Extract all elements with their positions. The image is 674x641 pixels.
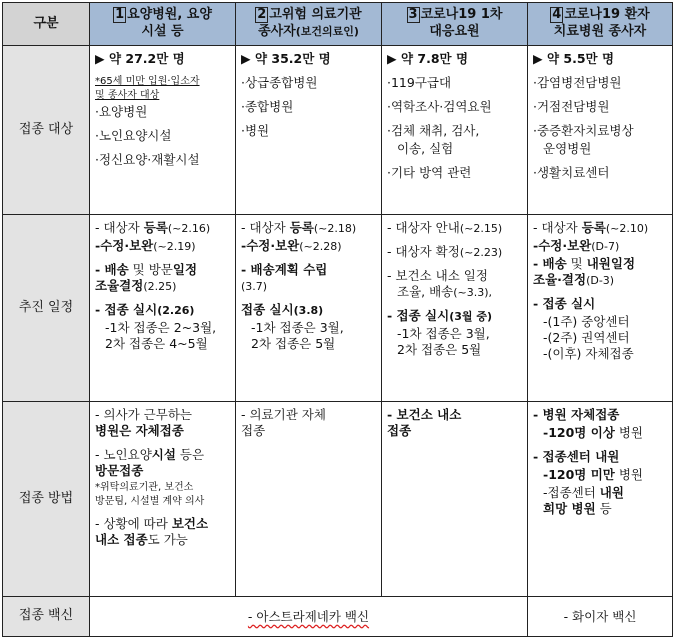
- target-cell-1: ▶ 약 27.2만 명 *65세 미만 입원·입소자 및 종사자 대상 ·요양병원 ·노인요양시설 ·정신요양·재활시설: [90, 46, 236, 215]
- row-schedule: [3, 215, 673, 402]
- row-label-method: 접종 방법: [3, 402, 90, 597]
- row-label-vaccine: 접종 백신: [3, 597, 90, 637]
- target-cell-2: ▶ 약 35.2만 명 ·상급종합병원 ·종합병원 ·병원: [236, 46, 382, 215]
- header-row: [3, 3, 673, 46]
- vaccine-pfizer-cell: - 화이자 백신: [528, 597, 673, 637]
- header-covid-hospital-staff: 4 코로나19 환자 치료병원 종사자: [528, 3, 673, 46]
- method-cell-1: - 의사가 근무하는 병원은 자체접종 - 노인요양시설 등은 방문접종 *위탁의료기관, 보건소 방문팀, 시설별 계약 의사 - 상황에 따라 보건소 내소 접종도 가능: [90, 402, 236, 597]
- row-label-schedule: 추진 일정: [3, 215, 90, 402]
- vaccine-astrazeneca-cell: - 아스트라제네카 백신: [90, 597, 528, 637]
- target-cell-3: ▶ 약 7.8만 명 ·119구급대 ·역학조사·검역요원 ·검체 채취, 검사, 이송, 실험 ·기타 방역 관련: [382, 46, 528, 215]
- vaccination-plan-table: [2, 2, 673, 637]
- header-first-responders: 3 코로나19 1차 대응요원: [382, 3, 528, 46]
- method-cell-2: - 의료기관 자체 접종: [236, 402, 382, 597]
- row-method: [3, 402, 673, 597]
- schedule-cell-2: - 대상자 등록(~2.18) -수정·보완(~2.28) - 배송계획 수립 (3.7) 접종 실시(3.8) -1차 접종은 3월, 2차 접종은 5월: [236, 215, 382, 402]
- row-vaccine: [3, 597, 673, 637]
- header-nursing-facilities: 1 요양병원, 요양 시설 등: [90, 3, 236, 46]
- schedule-cell-4: - 대상자 등록(~2.10) -수정·보완(D-7) - 배송 및 내원일정 조율·결정(D-3) - 접종 실시 -(1주) 중앙센터 -(2주) 권역센터 -(이후) 자체접종: [528, 215, 673, 402]
- schedule-cell-3: - 대상자 안내(~2.15) - 대상자 확정(~2.23) - 보건소 내소 일정 조율, 배송(~3.3), - 접종 실시(3월 중) -1차 접종은 3월, 2차 접종은 5월: [382, 215, 528, 402]
- header-category: 구분: [3, 3, 90, 46]
- target-cell-4: ▶ 약 5.5만 명 ·감염병전담병원 ·거점전담병원 ·중증환자치료병상 운영병원 ·생활치료센터: [528, 46, 673, 215]
- schedule-cell-1: - 대상자 등록(~2.16) -수정·보완(~2.19) - 배송 및 방문일정 조율결정(2.25) - 접종 실시(2.26) -1차 접종은 2~3월, 2차 접종은 4~5월: [90, 215, 236, 402]
- row-label-target: 접종 대상: [3, 46, 90, 215]
- method-cell-4: - 병원 자체접종 -120명 이상 병원 - 접종센터 내원 -120명 미만 병원 -접종센터 내원 희망 병원 등: [528, 402, 673, 597]
- header-high-risk-medical: 2 고위험 의료기관 종사자(보건의료인): [236, 3, 382, 46]
- method-cell-3: - 보건소 내소 접종: [382, 402, 528, 597]
- row-target: [3, 46, 673, 215]
